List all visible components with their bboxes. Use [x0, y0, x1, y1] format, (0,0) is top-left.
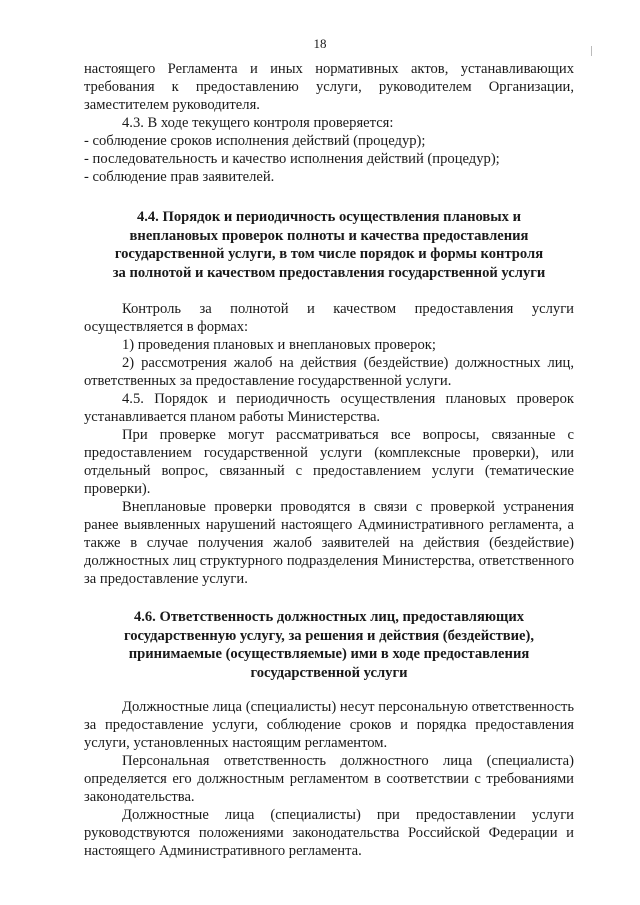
- section-4-4-heading: [84, 208, 574, 282]
- heading-line: принимаемые (осуществляемые) ими в ходе предоставления: [128, 646, 530, 662]
- section-4-5-paragraph: 4.5. Порядок и периодичность осуществления плановых проверок устанавливается планом работы Министерства.: [84, 391, 574, 425]
- section-4-5-paragraph: Внеплановые проверки проводятся в связи с проверкой устранения ранее выявленных нарушений настоящего Административного регламента, а также в случае получения жалоб заявителей на действия (бездействие) должностных лиц структурного подразделения Министерства, ответственного за предоставление услуги.: [84, 499, 574, 587]
- heading-line: внеплановых проверок полноты и качества предоставления: [129, 227, 529, 244]
- section-4-6-heading: [84, 608, 574, 682]
- section-4-6-paragraph: Должностные лица (специалисты) несут персональную ответственность за предоставление услуги, соблюдение сроков и порядка предоставления услуги, установленных настоящим регламентом.: [84, 699, 574, 751]
- heading-line: государственной услуги, в том числе порядок и формы контроля: [114, 246, 544, 262]
- heading-line: государственной услуги: [250, 664, 408, 681]
- heading-line: 4.4. Порядок и периодичность осуществления плановых и: [136, 209, 522, 225]
- item-4-3: 4.3. В ходе текущего контроля проверяется:: [122, 115, 394, 131]
- section-4-4-paragraph: 2) рассмотрения жалоб на действия (бездействие) должностных лиц, ответственных за предоставление государственной услуги.: [84, 355, 574, 389]
- section-4-4-paragraph: 1) проведения плановых и внеплановых проверок;: [122, 337, 436, 353]
- section-4-6-paragraph: Персональная ответственность должностного лица (специалиста) определяется его должностным регламентом в соответствии с требованиями законодательства.: [84, 753, 574, 805]
- scan-margin-mark: [591, 46, 592, 56]
- section-4-6-paragraph: Должностные лица (специалисты) при предоставлении услуги руководствуются положениями законодательства Российской Федерации и настоящего Административного регламента.: [84, 807, 574, 859]
- page-body: [84, 60, 574, 860]
- check-item-1: - соблюдение сроков исполнения действий (процедур);: [84, 133, 426, 149]
- section-4-4-paragraph: Контроль за полнотой и качеством предоставления услуги осуществляется в формах:: [84, 301, 574, 335]
- heading-line: 4.6. Ответственность должностных лиц, предоставляющих: [133, 609, 525, 625]
- check-item-2: - последовательность и качество исполнения действий (процедур);: [84, 151, 500, 167]
- heading-line: за полнотой и качеством предоставления государственной услуги: [112, 264, 546, 281]
- intro-paragraph: настоящего Регламента и иных нормативных актов, устанавливающих требования к предоставлению услуги, руководителем Организации, заместителем руководителя.: [84, 61, 574, 113]
- page-number: 18: [313, 36, 327, 51]
- heading-line: государственную услугу, за решения и действия (бездействие),: [123, 627, 535, 644]
- section-4-5-paragraph: При проверке могут рассматриваться все вопросы, связанные с предоставлением государственной услуги (комплексные проверки), или отдельный вопрос, связанный с предоставлением услуги (тематические проверки).: [84, 427, 574, 497]
- check-item-3: - соблюдение прав заявителей.: [84, 169, 275, 185]
